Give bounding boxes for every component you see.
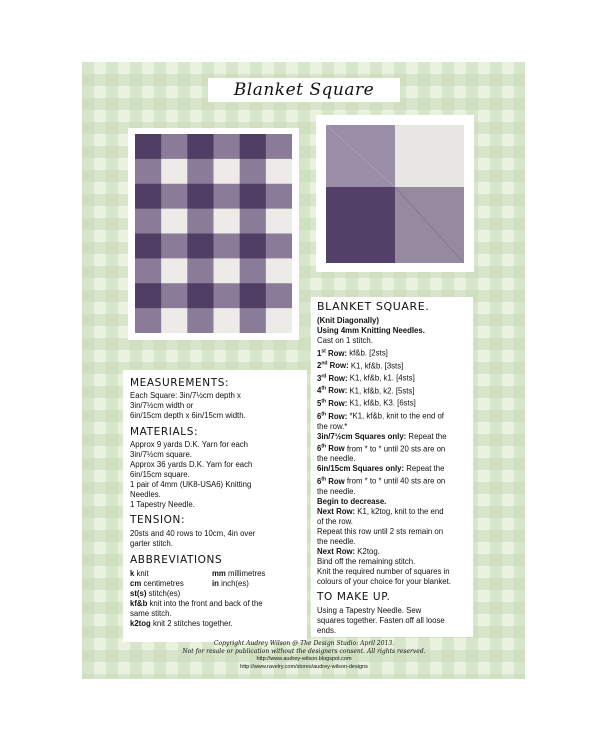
blanket-square	[214, 308, 241, 333]
blanket-square	[161, 134, 188, 159]
blanket-square	[240, 308, 267, 333]
blanket-image	[135, 134, 292, 333]
pattern-heading: BLANKET SQUARE.	[317, 300, 430, 313]
measurements-line: 6in/15cm depth x 6in/15cm width.	[130, 411, 246, 420]
blanket-square	[187, 134, 214, 159]
next-row-2: Next Row: K2tog.	[317, 546, 380, 556]
next-row-1-cont: of the row.	[317, 516, 353, 526]
materials-line: 1 pair of 4mm (UK8-USA6) Knitting	[130, 480, 252, 489]
pattern-sub1: (Knit Diagonally)	[317, 316, 379, 325]
abbreviation-pair-row	[130, 579, 302, 589]
right-pattern-panel	[311, 297, 473, 637]
blanket-square	[266, 209, 292, 234]
pattern-sub2: Using 4mm Knitting Needles.	[317, 326, 425, 335]
abbr-key: k	[130, 569, 135, 578]
blanket-square	[240, 258, 267, 283]
abbreviations-heading: ABBREVIATIONS	[130, 554, 223, 566]
blanket-square	[161, 159, 188, 184]
blanket-square	[187, 234, 214, 259]
measurements-line: Each Square: 3in/7½cm depth x	[130, 391, 241, 400]
abbr-value: inch(es)	[221, 579, 249, 588]
blanket-square	[187, 184, 214, 209]
decrease-heading: Begin to decrease.	[317, 496, 387, 506]
make-up-line: squares together. Fasten off all loose	[317, 615, 445, 625]
materials-line: Needles.	[130, 490, 161, 499]
row-instruction: 6th Row: *K1, kf&b, knit to the end of	[317, 410, 444, 421]
knit-required: colours of your choice for your blanket.	[317, 576, 451, 586]
blanket-square	[161, 184, 188, 209]
blanket-square	[214, 159, 241, 184]
abbreviation-kfb-cont: same stitch.	[130, 609, 172, 618]
blanket-square	[214, 134, 241, 159]
large-squares-note: 6th Row from * to * until 40 sts are on	[317, 476, 446, 486]
blanket-square	[266, 184, 292, 209]
blanket-square	[135, 308, 162, 333]
tension-line: 20sts and 40 rows to 10cm, 4in over	[130, 529, 256, 538]
copyright-text: Copyright Audrey Wilson @ The Design Studio: April 2013.	[213, 640, 395, 647]
abbr-key: mm	[212, 569, 226, 578]
abbreviation-kfb: kf&b knit into the front and back of the	[130, 599, 263, 608]
abbr-key: cm	[130, 579, 142, 588]
left-info-panel	[123, 370, 307, 642]
blanket-square	[135, 134, 162, 159]
tension-heading: TENSION:	[130, 514, 186, 526]
blanket-square	[135, 234, 162, 259]
blanket-square	[240, 283, 267, 308]
blanket-square	[214, 258, 241, 283]
blanket-square	[266, 258, 292, 283]
blanket-square	[161, 209, 188, 234]
row-instruction: 3rd Row: K1, kf&b, k1. [4sts]	[317, 373, 415, 383]
blanket-square	[266, 159, 292, 184]
page-title: Blanket Square	[233, 80, 375, 100]
blanket-square	[135, 184, 162, 209]
ravelry-link[interactable]: http://www.ravelry.com/stores/audrey-wilson-designs	[240, 663, 368, 670]
row-instruction: 1st Row: kf&b. [2sts]	[317, 348, 388, 358]
blanket-square	[135, 258, 162, 283]
blanket-square	[214, 234, 241, 259]
row-instruction: 4th Row: K1, kf&b, k2. [5sts]	[317, 385, 415, 396]
blanket-square	[266, 234, 292, 259]
abbreviation-k2tog: k2tog knit 2 stitches together.	[130, 619, 233, 628]
small-squares-note: the needle.	[317, 454, 356, 464]
next-row-1: Next Row: K1, k2tog, knit to the end	[317, 506, 444, 516]
blanket-square	[135, 159, 162, 184]
blanket-square	[266, 134, 292, 159]
measurements-heading: MEASUREMENTS:	[130, 377, 230, 389]
row-instruction: 2nd Row: K1, kf&b. [3sts]	[317, 360, 404, 371]
blanket-square	[214, 184, 241, 209]
abbr-key: in	[212, 579, 219, 588]
blanket-square	[187, 159, 214, 184]
large-squares-note: the needle.	[317, 486, 356, 496]
blanket-square	[240, 234, 267, 259]
footer	[130, 640, 478, 671]
make-up-line: Using a Tapestry Needle. Sew	[317, 605, 422, 615]
materials-line: Approx 9 yards D.K. Yarn for each	[130, 440, 249, 449]
make-up-line: ends.	[317, 625, 337, 635]
blanket-square	[187, 308, 214, 333]
blanket-square	[214, 283, 241, 308]
materials-line: 6in/15cm square.	[130, 470, 190, 479]
materials-line: Approx 36 yards D.K. Yarn for each	[130, 460, 253, 469]
small-squares-note: 6th Row from * to * until 20 sts are on	[317, 443, 446, 454]
large-squares-note: 6in/15cm Squares only: Repeat the	[317, 464, 445, 474]
blanket-square	[240, 134, 267, 159]
gingham-blanket-photo	[128, 128, 299, 340]
blanket-square	[187, 283, 214, 308]
blanket-square	[187, 258, 214, 283]
abbr-value: knit	[136, 569, 149, 578]
blanket-square	[266, 283, 292, 308]
blog-link[interactable]: http://www.audrey-wilson.blogspot.com	[256, 656, 352, 662]
abbreviation-st: st(s) stitch(es)	[130, 589, 181, 598]
rights-notice: Not for resale or publication without the designers consent. All rights reserved.	[182, 648, 426, 655]
blanket-square	[135, 283, 162, 308]
blanket-square	[161, 283, 188, 308]
closeup-square-photo	[316, 115, 474, 272]
measurements-line: 3in/7½cm width or	[130, 401, 194, 410]
bind-off: Bind off the remaining stitch.	[317, 556, 416, 566]
blanket-square	[240, 184, 267, 209]
blanket-square	[240, 209, 267, 234]
materials-heading: MATERIALS:	[130, 426, 199, 438]
blanket-square	[161, 308, 188, 333]
small-squares-note: 3in/7½cm Squares only: Repeat the	[317, 431, 447, 441]
abbr-value: centimetres	[143, 579, 184, 588]
make-up-heading: TO MAKE UP.	[317, 590, 391, 603]
cast-on: Cast on 1 stitch.	[317, 336, 373, 345]
blanket-square	[161, 234, 188, 259]
title-banner	[208, 78, 400, 102]
knit-required: Knit the required number of squares in	[317, 566, 450, 576]
blanket-square	[161, 258, 188, 283]
closeup-image	[326, 125, 464, 263]
row-instruction-cont: the row.*	[317, 421, 348, 431]
tension-line: garter stitch.	[130, 539, 173, 548]
repeat-line: the needle.	[317, 536, 356, 546]
blanket-square	[240, 159, 267, 184]
abbreviation-pair-row	[130, 569, 302, 579]
materials-line: 3in/7½cm square.	[130, 450, 192, 459]
repeat-line: Repeat this row until 2 sts remain on	[317, 526, 444, 536]
materials-line: 1 Tapestry Needle.	[130, 500, 195, 509]
row-instruction: 5th Row: K1, kf&b, K3. [6sts]	[317, 398, 416, 408]
blanket-square	[187, 209, 214, 234]
abbr-value: millimetres	[228, 569, 266, 578]
blanket-square	[214, 209, 241, 234]
blanket-square	[135, 209, 162, 234]
blanket-square	[266, 308, 292, 333]
